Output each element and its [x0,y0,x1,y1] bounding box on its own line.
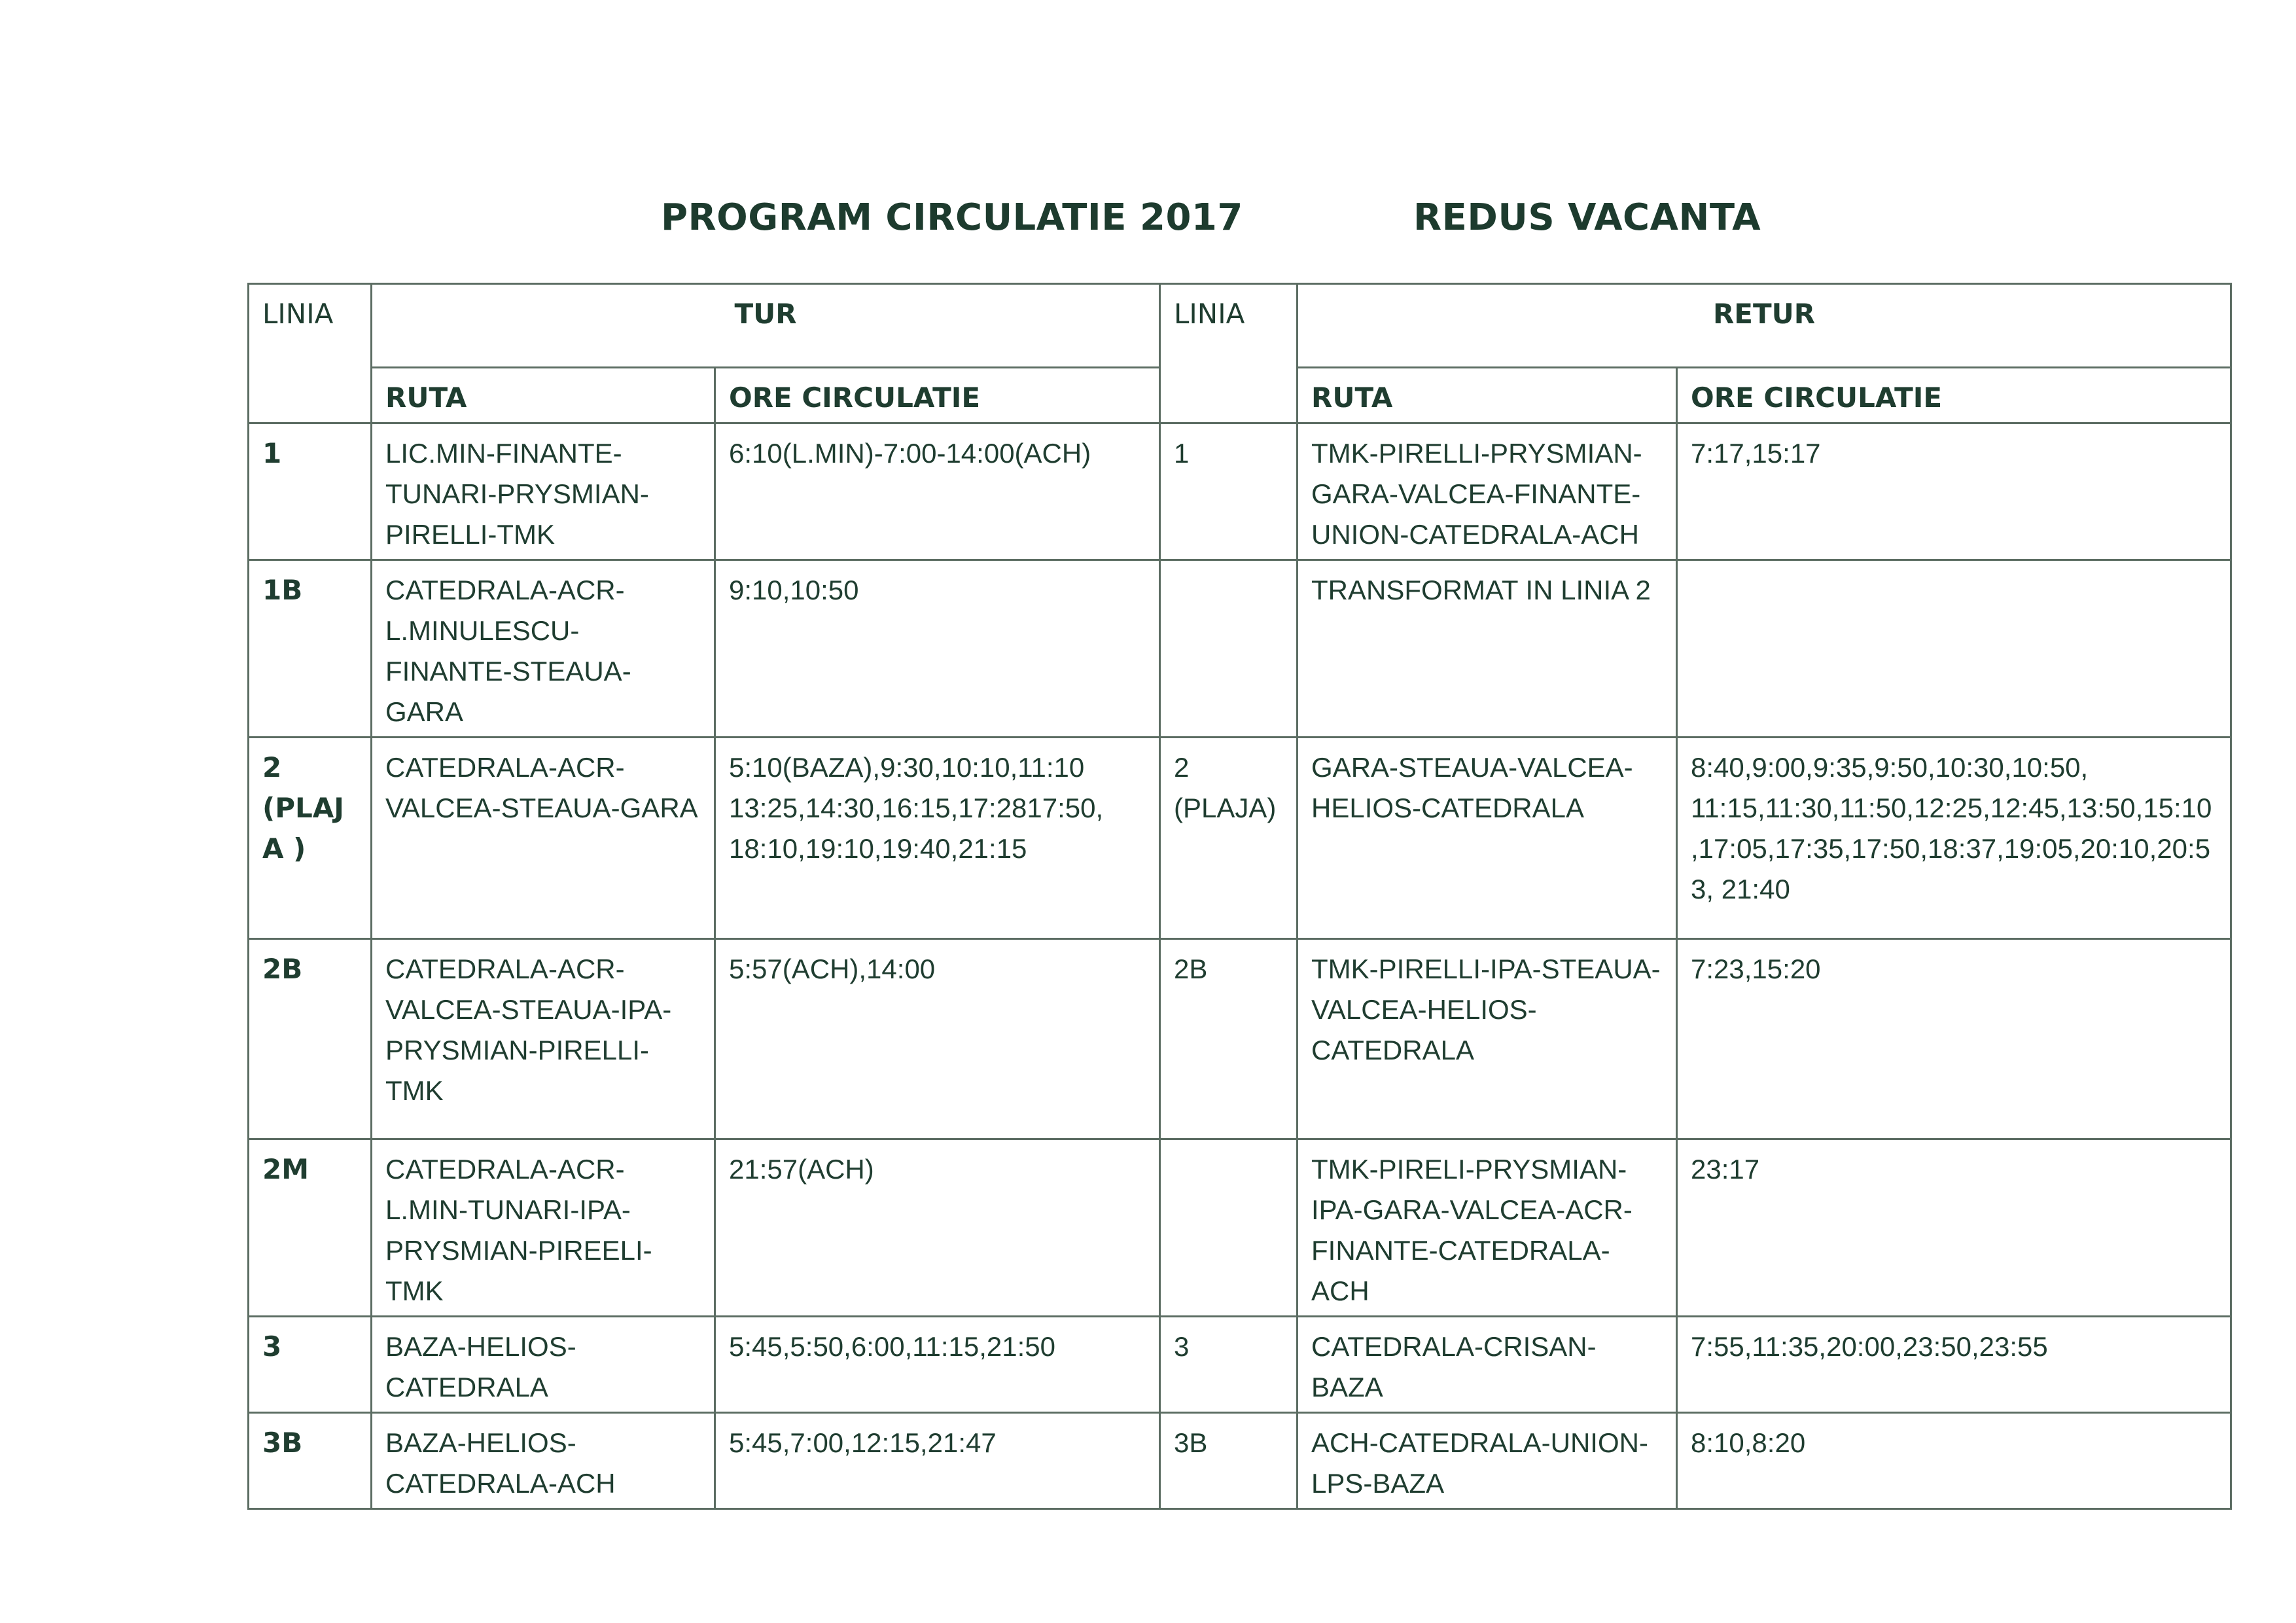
retur-ruta-cell: GARA-STEAUA-VALCEA-HELIOS-CATEDRALA [1298,738,1677,939]
table-row [249,1139,2231,1317]
retur-linia-cell [1160,560,1298,738]
tur-linia-header: LINIA [249,284,372,423]
tur-ore-cell: 21:57(ACH) [715,1139,1160,1317]
retur-linia-header: LINIA [1160,284,1298,423]
document-title: PROGRAM CIRCULATIE 2017 [661,196,1243,239]
tur-ruta-header: RUTA [372,368,715,423]
table-row [249,1413,2231,1509]
tur-linia-cell: 2B [249,939,372,1139]
retur-linia-cell: 3B [1160,1413,1298,1509]
tur-linia-cell: 3B [249,1413,372,1509]
retur-linia-cell: 3 [1160,1317,1298,1413]
retur-linia-cell: 2 (PLAJA) [1160,738,1298,939]
tur-ore-cell: 9:10,10:50 [715,560,1160,738]
retur-header: RETUR [1298,284,2231,368]
table-row [249,1317,2231,1413]
retur-ruta-cell: CATEDRALA-CRISAN-BAZA [1298,1317,1677,1413]
tur-ore-cell: 5:45,5:50,6:00,11:15,21:50 [715,1317,1160,1413]
tur-ruta-cell: CATEDRALA-ACR-VALCEA-STEAUA-IPA-PRYSMIAN-PIRELLI-TMK [372,939,715,1139]
table-row [249,423,2231,560]
tur-ore-cell: 5:45,7:00,12:15,21:47 [715,1413,1160,1509]
retur-ore-cell: 7:23,15:20 [1677,939,2231,1139]
tur-linia-cell: 3 [249,1317,372,1413]
document-subtitle: REDUS VACANTA [1413,196,1761,239]
retur-ruta-cell: TMK-PIRELI-PRYSMIAN-IPA-GARA-VALCEA-ACR-FINANTE-CATEDRALA-ACH [1298,1139,1677,1317]
tur-ore-cell: 5:10(BAZA),9:30,10:10,11:10 13:25,14:30,16:15,17:2817:50, 18:10,19:10,19:40,21:15 [715,738,1160,939]
tur-linia-cell: 1B [249,560,372,738]
retur-linia-cell: 2B [1160,939,1298,1139]
tur-ruta-cell: CATEDRALA-ACR-VALCEA-STEAUA-GARA [372,738,715,939]
schedule-table [247,283,2232,1510]
retur-ruta-cell: TMK-PIRELLI-IPA-STEAUA-VALCEA-HELIOS-CATEDRALA [1298,939,1677,1139]
retur-ore-cell: 7:17,15:17 [1677,423,2231,560]
tur-linia-cell: 2M [249,1139,372,1317]
retur-linia-cell: 1 [1160,423,1298,560]
retur-ore-cell: 8:40,9:00,9:35,9:50,10:30,10:50, 11:15,11:30,11:50,12:25,12:45,13:50,15:10,17:05,17:35,17:50,18:37,19:05,20:10,20:53, 21:40 [1677,738,2231,939]
retur-linia-cell [1160,1139,1298,1317]
retur-ore-cell: 7:55,11:35,20:00,23:50,23:55 [1677,1317,2231,1413]
tur-ruta-cell: CATEDRALA-ACR-L.MIN-TUNARI-IPA-PRYSMIAN-PIREELI-TMK [372,1139,715,1317]
tur-ore-cell: 5:57(ACH),14:00 [715,939,1160,1139]
table-header-row [249,284,2231,368]
tur-ruta-cell: BAZA-HELIOS-CATEDRALA [372,1317,715,1413]
tur-ruta-cell: LIC.MIN-FINANTE-TUNARI-PRYSMIAN-PIRELLI-TMK [372,423,715,560]
tur-ore-header: ORE CIRCULATIE [715,368,1160,423]
retur-ruta-cell: ACH-CATEDRALA-UNION-LPS-BAZA [1298,1413,1677,1509]
retur-ore-cell: 23:17 [1677,1139,2231,1317]
tur-linia-cell: 1 [249,423,372,560]
tur-ruta-cell: BAZA-HELIOS-CATEDRALA-ACH [372,1413,715,1509]
tur-header: TUR [372,284,1160,368]
tur-linia-cell: 2 (PLAJA ) [249,738,372,939]
table-row [249,560,2231,738]
retur-ruta-header: RUTA [1298,368,1677,423]
retur-ruta-cell: TMK-PIRELLI-PRYSMIAN-GARA-VALCEA-FINANTE-UNION-CATEDRALA-ACH [1298,423,1677,560]
retur-ruta-cell: TRANSFORMAT IN LINIA 2 [1298,560,1677,738]
retur-ore-cell: 8:10,8:20 [1677,1413,2231,1509]
tur-ore-cell: 6:10(L.MIN)-7:00-14:00(ACH) [715,423,1160,560]
table-row [249,738,2231,939]
retur-ore-header: ORE CIRCULATIE [1677,368,2231,423]
retur-ore-cell [1677,560,2231,738]
tur-ruta-cell: CATEDRALA-ACR-L.MINULESCU-FINANTE-STEAUA-GARA [372,560,715,738]
table-row [249,939,2231,1139]
